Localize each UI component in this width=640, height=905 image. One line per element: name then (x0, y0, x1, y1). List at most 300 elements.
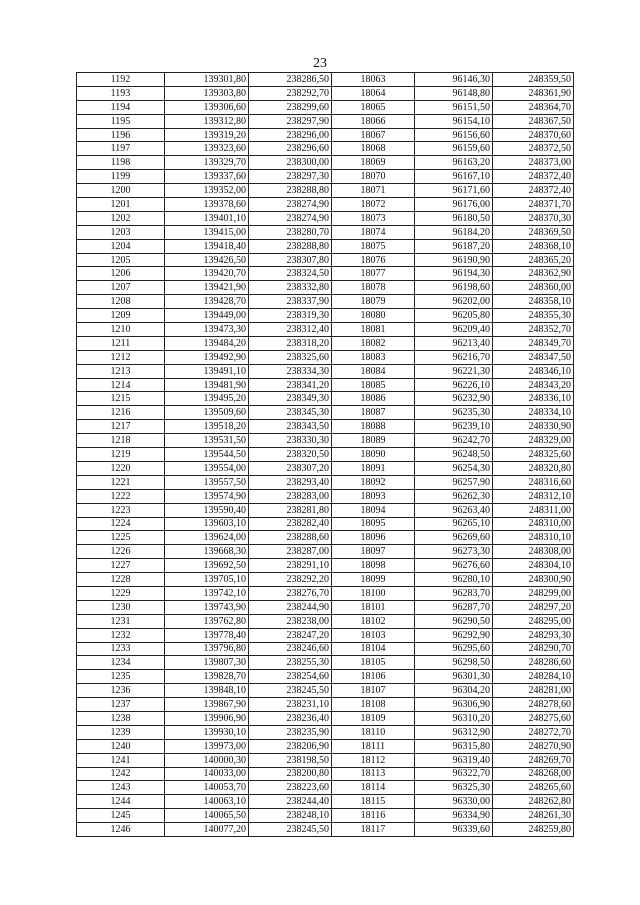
table-cell: 18064 (332, 86, 415, 100)
table-cell: 248275,60 (493, 711, 574, 725)
table-cell: 248310,00 (493, 517, 574, 531)
table-cell: 139337,60 (165, 170, 249, 184)
table-cell: 238319,30 (249, 309, 332, 323)
table-cell: 238332,80 (249, 281, 332, 295)
table-cell: 140000,30 (165, 753, 249, 767)
table-cell: 96156,60 (415, 128, 493, 142)
table-cell: 139692,50 (165, 559, 249, 573)
table-row (77, 420, 574, 434)
table-cell: 238345,30 (249, 406, 332, 420)
table-cell: 248372,40 (493, 170, 574, 184)
table-cell: 1240 (77, 739, 165, 753)
table-cell: 96235,30 (415, 406, 493, 420)
table-cell: 1224 (77, 517, 165, 531)
table-cell: 96216,70 (415, 350, 493, 364)
table-cell: 18067 (332, 128, 415, 142)
table-row (77, 156, 574, 170)
table-cell: 238245,50 (249, 823, 332, 837)
table-cell: 139544,50 (165, 448, 249, 462)
table-cell: 1243 (77, 781, 165, 795)
table-cell: 139303,80 (165, 86, 249, 100)
table-cell: 248270,90 (493, 739, 574, 753)
table-cell: 18109 (332, 711, 415, 725)
table-row (77, 545, 574, 559)
table-cell: 96319,40 (415, 753, 493, 767)
table-cell: 139509,60 (165, 406, 249, 420)
table-cell: 18095 (332, 517, 415, 531)
table-cell: 139492,90 (165, 350, 249, 364)
table-cell: 238337,90 (249, 295, 332, 309)
table-cell: 18092 (332, 475, 415, 489)
table-cell: 18083 (332, 350, 415, 364)
table-cell: 238330,30 (249, 434, 332, 448)
table-cell: 18113 (332, 767, 415, 781)
table-cell: 238297,30 (249, 170, 332, 184)
table-cell: 139807,30 (165, 656, 249, 670)
table-cell: 96283,70 (415, 586, 493, 600)
table-cell: 139557,50 (165, 475, 249, 489)
table-cell: 139401,10 (165, 211, 249, 225)
table-cell: 139415,00 (165, 225, 249, 239)
table-row (77, 809, 574, 823)
table-cell: 139449,00 (165, 309, 249, 323)
table-cell: 96213,40 (415, 336, 493, 350)
table-row (77, 281, 574, 295)
table-cell: 139306,60 (165, 100, 249, 114)
table-cell: 96176,00 (415, 198, 493, 212)
table-cell: 96262,30 (415, 489, 493, 503)
table-cell: 1201 (77, 198, 165, 212)
table-cell: 248346,10 (493, 364, 574, 378)
table-row (77, 378, 574, 392)
table-cell: 238200,80 (249, 767, 332, 781)
table-cell: 18073 (332, 211, 415, 225)
table-cell: 139352,00 (165, 184, 249, 198)
table-cell: 96265,10 (415, 517, 493, 531)
table-cell: 248295,00 (493, 614, 574, 628)
table-cell: 1229 (77, 586, 165, 600)
table-row (77, 184, 574, 198)
table-cell: 139848,10 (165, 684, 249, 698)
table-cell: 18098 (332, 559, 415, 573)
table-cell: 238247,20 (249, 628, 332, 642)
table-cell: 248265,60 (493, 781, 574, 795)
table-cell: 1234 (77, 656, 165, 670)
table-cell: 18107 (332, 684, 415, 698)
table-row (77, 364, 574, 378)
table-cell: 18091 (332, 461, 415, 475)
table-cell: 139428,70 (165, 295, 249, 309)
table-row (77, 711, 574, 725)
table-cell: 248370,30 (493, 211, 574, 225)
table-cell: 1196 (77, 128, 165, 142)
table-row (77, 211, 574, 225)
table-cell: 18080 (332, 309, 415, 323)
table-cell: 96242,70 (415, 434, 493, 448)
table-cell: 139590,40 (165, 503, 249, 517)
table-row (77, 559, 574, 573)
table-cell: 248362,90 (493, 267, 574, 281)
table-cell: 248371,70 (493, 198, 574, 212)
table-row (77, 531, 574, 545)
table-cell: 1228 (77, 573, 165, 587)
table-cell: 139378,60 (165, 198, 249, 212)
table-cell: 96276,60 (415, 559, 493, 573)
table-cell: 1213 (77, 364, 165, 378)
table-cell: 18081 (332, 323, 415, 337)
table-cell: 139319,20 (165, 128, 249, 142)
table-cell: 1218 (77, 434, 165, 448)
table-cell: 238324,50 (249, 267, 332, 281)
table-cell: 18084 (332, 364, 415, 378)
table-row (77, 642, 574, 656)
table-row (77, 128, 574, 142)
table-cell: 238299,60 (249, 100, 332, 114)
table-cell: 238254,60 (249, 670, 332, 684)
table-cell: 96239,10 (415, 420, 493, 434)
table-cell: 238244,40 (249, 795, 332, 809)
table-cell: 248269,70 (493, 753, 574, 767)
table-cell: 248308,00 (493, 545, 574, 559)
table-row (77, 336, 574, 350)
table-cell: 140033,00 (165, 767, 249, 781)
table-cell: 18076 (332, 253, 415, 267)
table-cell: 238296,00 (249, 128, 332, 142)
table-cell: 96292,90 (415, 628, 493, 642)
table-cell: 248304,10 (493, 559, 574, 573)
table-cell: 96221,30 (415, 364, 493, 378)
table-cell: 248372,50 (493, 142, 574, 156)
table-cell: 238349,30 (249, 392, 332, 406)
table-cell: 1244 (77, 795, 165, 809)
table-cell: 1231 (77, 614, 165, 628)
table-cell: 238231,10 (249, 698, 332, 712)
table-cell: 238246,60 (249, 642, 332, 656)
table-row (77, 295, 574, 309)
table-cell: 1223 (77, 503, 165, 517)
table-cell: 248336,10 (493, 392, 574, 406)
table-cell: 248352,70 (493, 323, 574, 337)
table-cell: 238288,80 (249, 239, 332, 253)
table-cell: 1225 (77, 531, 165, 545)
table-cell: 18063 (332, 73, 415, 87)
table-row (77, 767, 574, 781)
table-cell: 1216 (77, 406, 165, 420)
table-cell: 248320,80 (493, 461, 574, 475)
table-cell: 96322,70 (415, 767, 493, 781)
table-cell: 238238,00 (249, 614, 332, 628)
table-cell: 1195 (77, 114, 165, 128)
table-cell: 238343,50 (249, 420, 332, 434)
table-cell: 139323,60 (165, 142, 249, 156)
table-cell: 96257,90 (415, 475, 493, 489)
table-cell: 248358,10 (493, 295, 574, 309)
table-cell: 140053,70 (165, 781, 249, 795)
table-row (77, 795, 574, 809)
table-cell: 248281,00 (493, 684, 574, 698)
table-cell: 96310,20 (415, 711, 493, 725)
table-cell: 238325,60 (249, 350, 332, 364)
table-cell: 248372,40 (493, 184, 574, 198)
table-cell: 18100 (332, 586, 415, 600)
table-cell: 18094 (332, 503, 415, 517)
table-cell: 96287,70 (415, 600, 493, 614)
table-cell: 18103 (332, 628, 415, 642)
table-cell: 18072 (332, 198, 415, 212)
table-cell: 238291,10 (249, 559, 332, 573)
table-cell: 1206 (77, 267, 165, 281)
table-cell: 18111 (332, 739, 415, 753)
table-row (77, 392, 574, 406)
table-cell: 18116 (332, 809, 415, 823)
table-cell: 238255,30 (249, 656, 332, 670)
table-cell: 238283,00 (249, 489, 332, 503)
table-cell: 96269,60 (415, 531, 493, 545)
table-cell: 238245,50 (249, 684, 332, 698)
table-cell: 96330,00 (415, 795, 493, 809)
table-cell: 1194 (77, 100, 165, 114)
table-cell: 96304,20 (415, 684, 493, 698)
table-cell: 248373,00 (493, 156, 574, 170)
table-cell: 139668,30 (165, 545, 249, 559)
table-row (77, 753, 574, 767)
table-cell: 18079 (332, 295, 415, 309)
table-cell: 96202,00 (415, 295, 493, 309)
table-cell: 18104 (332, 642, 415, 656)
table-cell: 140065,50 (165, 809, 249, 823)
table-cell: 18086 (332, 392, 415, 406)
table-cell: 238296,60 (249, 142, 332, 156)
table-cell: 1204 (77, 239, 165, 253)
table-cell: 18074 (332, 225, 415, 239)
table-cell: 248311,00 (493, 503, 574, 517)
table-cell: 248334,10 (493, 406, 574, 420)
table-cell: 18099 (332, 573, 415, 587)
table-cell: 18090 (332, 448, 415, 462)
table-cell: 18101 (332, 600, 415, 614)
table-cell: 96339,60 (415, 823, 493, 837)
table-cell: 18082 (332, 336, 415, 350)
table-cell: 248367,50 (493, 114, 574, 128)
table-cell: 139518,20 (165, 420, 249, 434)
table-cell: 96254,30 (415, 461, 493, 475)
table-cell: 1245 (77, 809, 165, 823)
table-cell: 139973,00 (165, 739, 249, 753)
table-cell: 248349,70 (493, 336, 574, 350)
table-cell: 139743,90 (165, 600, 249, 614)
table-cell: 1246 (77, 823, 165, 837)
table-row (77, 475, 574, 489)
table-cell: 238235,90 (249, 725, 332, 739)
table-cell: 238223,60 (249, 781, 332, 795)
table-cell: 96232,90 (415, 392, 493, 406)
table-cell: 139418,40 (165, 239, 249, 253)
table-cell: 238274,90 (249, 198, 332, 212)
table-cell: 238334,30 (249, 364, 332, 378)
table-cell: 248299,00 (493, 586, 574, 600)
table-row (77, 73, 574, 87)
table-cell: 1242 (77, 767, 165, 781)
table-cell: 96154,10 (415, 114, 493, 128)
table-cell: 238286,50 (249, 73, 332, 87)
table-cell: 96146,30 (415, 73, 493, 87)
table-row (77, 253, 574, 267)
table-cell: 1233 (77, 642, 165, 656)
table-cell: 96180,50 (415, 211, 493, 225)
table-cell: 248259,80 (493, 823, 574, 837)
table-cell: 1198 (77, 156, 165, 170)
table-cell: 1202 (77, 211, 165, 225)
table-cell: 238287,00 (249, 545, 332, 559)
table-cell: 238248,10 (249, 809, 332, 823)
table-cell: 139329,70 (165, 156, 249, 170)
table-cell: 1211 (77, 336, 165, 350)
table-cell: 18066 (332, 114, 415, 128)
table-cell: 139312,80 (165, 114, 249, 128)
table-cell: 1207 (77, 281, 165, 295)
coordinates-table-body (77, 73, 574, 837)
table-cell: 1235 (77, 670, 165, 684)
table-cell: 238276,70 (249, 586, 332, 600)
table-cell: 96334,90 (415, 809, 493, 823)
table-cell: 1209 (77, 309, 165, 323)
table-cell: 18075 (332, 239, 415, 253)
table-cell: 1212 (77, 350, 165, 364)
table-cell: 248284,10 (493, 670, 574, 684)
table-cell: 18096 (332, 531, 415, 545)
table-cell: 96163,20 (415, 156, 493, 170)
table-cell: 18089 (332, 434, 415, 448)
table-cell: 18117 (332, 823, 415, 837)
table-row (77, 614, 574, 628)
table-cell: 248359,50 (493, 73, 574, 87)
table-cell: 238292,70 (249, 86, 332, 100)
table-cell: 1214 (77, 378, 165, 392)
table-cell: 18097 (332, 545, 415, 559)
table-cell: 1238 (77, 711, 165, 725)
table-cell: 238280,70 (249, 225, 332, 239)
table-cell: 248262,80 (493, 795, 574, 809)
table-cell: 139796,80 (165, 642, 249, 656)
table-cell: 248355,30 (493, 309, 574, 323)
table-cell: 139867,90 (165, 698, 249, 712)
table-cell: 139421,90 (165, 281, 249, 295)
table-cell: 18110 (332, 725, 415, 739)
table-cell: 18071 (332, 184, 415, 198)
table-cell: 238198,50 (249, 753, 332, 767)
table-cell: 139481,90 (165, 378, 249, 392)
table-cell: 18077 (332, 267, 415, 281)
table-cell: 238312,40 (249, 323, 332, 337)
table-cell: 139484,20 (165, 336, 249, 350)
table-cell: 96194,30 (415, 267, 493, 281)
table-cell: 139742,10 (165, 586, 249, 600)
table-row (77, 323, 574, 337)
table-cell: 18078 (332, 281, 415, 295)
table-cell: 96325,30 (415, 781, 493, 795)
table-cell: 139420,70 (165, 267, 249, 281)
table-cell: 248268,00 (493, 767, 574, 781)
coordinates-table (76, 72, 574, 837)
table-cell: 18087 (332, 406, 415, 420)
table-cell: 1215 (77, 392, 165, 406)
table-cell: 248272,70 (493, 725, 574, 739)
table-cell: 96273,30 (415, 545, 493, 559)
table-cell: 96301,30 (415, 670, 493, 684)
table-cell: 139906,90 (165, 711, 249, 725)
table-cell: 248316,60 (493, 475, 574, 489)
table-cell: 18106 (332, 670, 415, 684)
table-cell: 1232 (77, 628, 165, 642)
table-cell: 96198,60 (415, 281, 493, 295)
table-cell: 96263,40 (415, 503, 493, 517)
table-cell: 139301,80 (165, 73, 249, 87)
table-cell: 248310,10 (493, 531, 574, 545)
table-cell: 248347,50 (493, 350, 574, 364)
table-cell: 248370,60 (493, 128, 574, 142)
table-cell: 238292,20 (249, 573, 332, 587)
table-row (77, 684, 574, 698)
table-cell: 1239 (77, 725, 165, 739)
table-row (77, 170, 574, 184)
table-cell: 248300,90 (493, 573, 574, 587)
table-cell: 248369,50 (493, 225, 574, 239)
table-row (77, 309, 574, 323)
table-row (77, 781, 574, 795)
table-cell: 18093 (332, 489, 415, 503)
table-cell: 238300,00 (249, 156, 332, 170)
table-cell: 96315,80 (415, 739, 493, 753)
table-cell: 238307,80 (249, 253, 332, 267)
table-cell: 248364,70 (493, 100, 574, 114)
table-cell: 139778,40 (165, 628, 249, 642)
table-cell: 139574,90 (165, 489, 249, 503)
table-cell: 139473,30 (165, 323, 249, 337)
table-cell: 139491,10 (165, 364, 249, 378)
table-cell: 18069 (332, 156, 415, 170)
table-cell: 96171,60 (415, 184, 493, 198)
table-row (77, 198, 574, 212)
table-cell: 238341,20 (249, 378, 332, 392)
table-cell: 248293,30 (493, 628, 574, 642)
table-cell: 238320,50 (249, 448, 332, 462)
table-cell: 238236,40 (249, 711, 332, 725)
table-cell: 238282,40 (249, 517, 332, 531)
table-row (77, 86, 574, 100)
table-cell: 248261,30 (493, 809, 574, 823)
table-cell: 139554,00 (165, 461, 249, 475)
table-cell: 96205,80 (415, 309, 493, 323)
table-row (77, 239, 574, 253)
table-cell: 18068 (332, 142, 415, 156)
table-cell: 1192 (77, 73, 165, 87)
table-row (77, 573, 574, 587)
table-cell: 238293,40 (249, 475, 332, 489)
table-row (77, 448, 574, 462)
table-cell: 238297,90 (249, 114, 332, 128)
table-cell: 238274,90 (249, 211, 332, 225)
table-cell: 96312,90 (415, 725, 493, 739)
table-cell: 96280,10 (415, 573, 493, 587)
table-row (77, 489, 574, 503)
table-cell: 248329,00 (493, 434, 574, 448)
table-cell: 96187,20 (415, 239, 493, 253)
table-cell: 1217 (77, 420, 165, 434)
table-cell: 96298,50 (415, 656, 493, 670)
table-cell: 238288,80 (249, 184, 332, 198)
table-row (77, 517, 574, 531)
table-row (77, 823, 574, 837)
